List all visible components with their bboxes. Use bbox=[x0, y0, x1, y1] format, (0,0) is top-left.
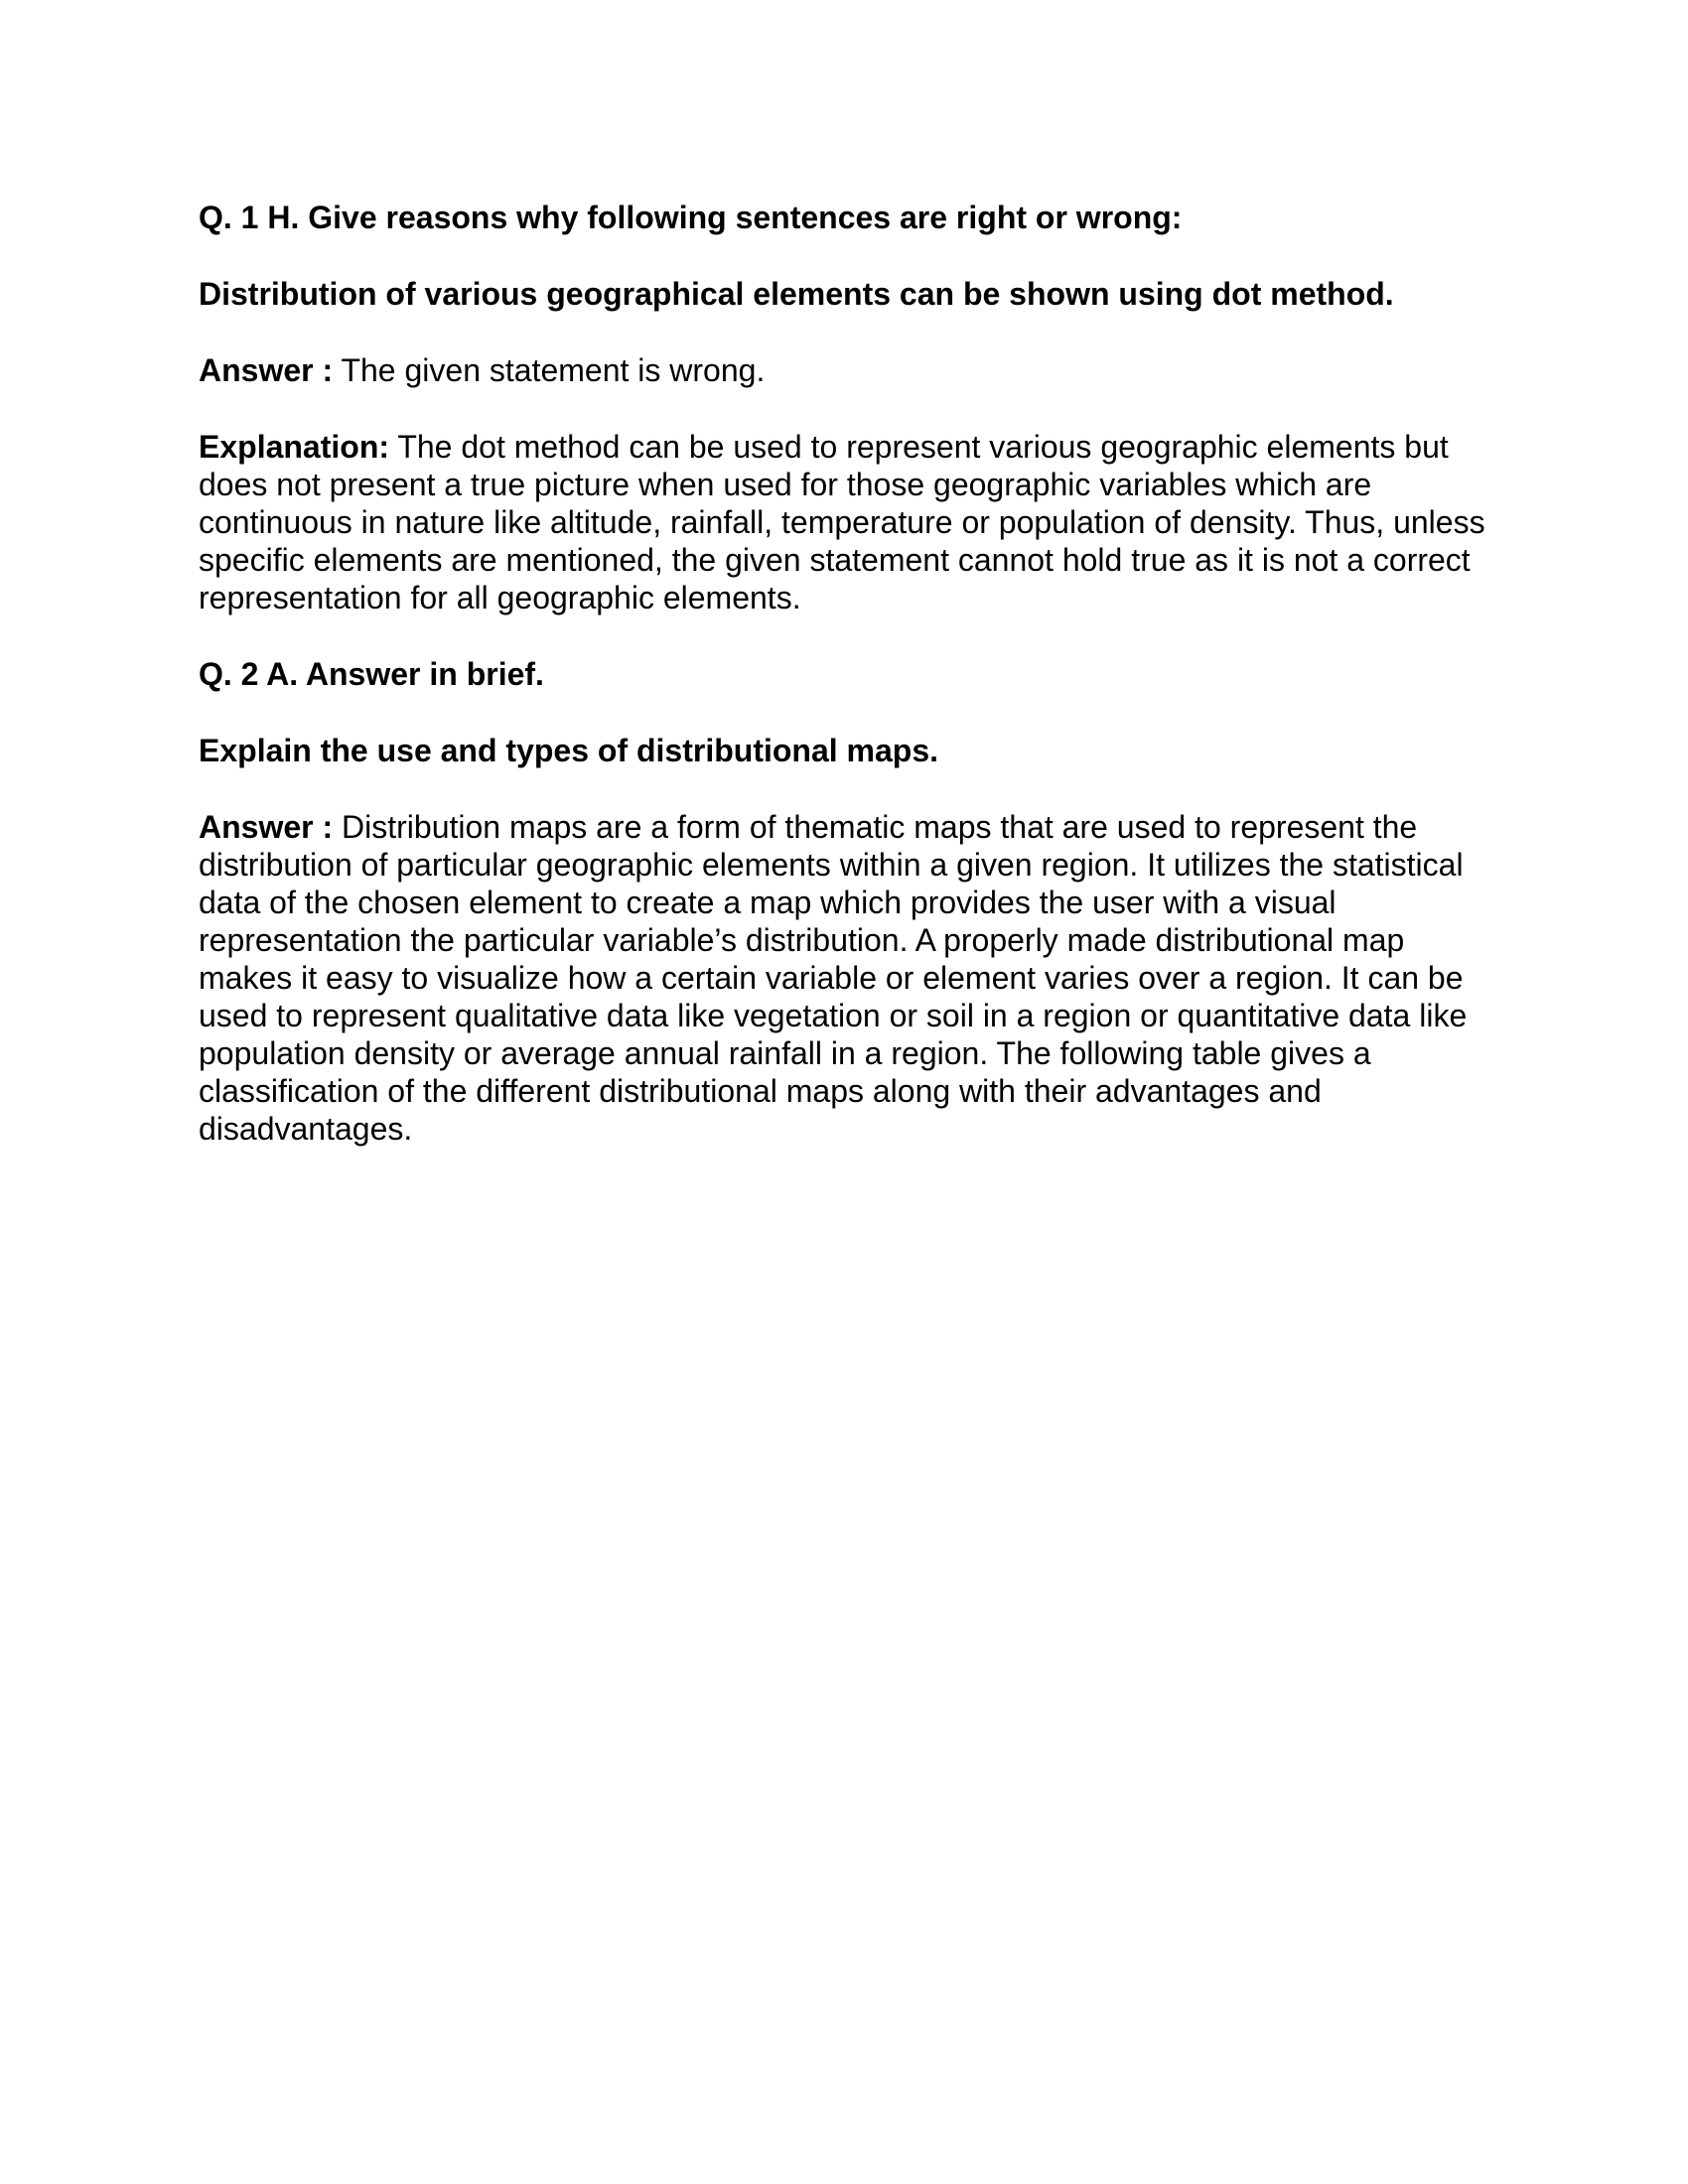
answer-text: The given statement is wrong. bbox=[333, 352, 766, 388]
question-2-question: Explain the use and types of distributional maps. bbox=[199, 733, 939, 768]
question-1-explanation bbox=[199, 428, 1489, 616]
question-1-statement: Distribution of various geographical elements can be shown using dot method. bbox=[199, 276, 1394, 312]
explanation-label: Explanation: bbox=[199, 429, 390, 465]
question-2-answer bbox=[199, 808, 1489, 1148]
answer-text: Distribution maps are a form of thematic maps that are used to represent the distribution of particular geographic elements within a given region. It utilizes the statistical data of the chosen element to create a map which provides the user with a visual representation the particular variable’s distribution. A properly made distributional map makes it easy to visualize how a certain variable or element varies over a region. It can be used to represent qualitative data like vegetation or soil in a region or quantitative data like population density or average annual rainfall in a region. The following table gives a classification of the different distributional maps along with their advantages and disadvantages. bbox=[199, 809, 1468, 1147]
question-1-heading: Q. 1 H. Give reasons why following sentences are right or wrong: bbox=[199, 200, 1183, 235]
document-page bbox=[199, 199, 1489, 1186]
explanation-text: The dot method can be used to represent various geographic elements but does not present a true picture when used for those geographic variables which are continuous in nature like altitude, rainfall, temperature or population of density. Thus, unless specific elements are mentioned, the given statement cannot hold true as it is not a correct representation for all geographic elements. bbox=[199, 429, 1485, 615]
answer-label: Answer : bbox=[199, 809, 334, 845]
question-2-heading: Q. 2 A. Answer in brief. bbox=[199, 656, 544, 692]
answer-label: Answer : bbox=[199, 352, 334, 388]
question-1-answer bbox=[199, 351, 1489, 389]
